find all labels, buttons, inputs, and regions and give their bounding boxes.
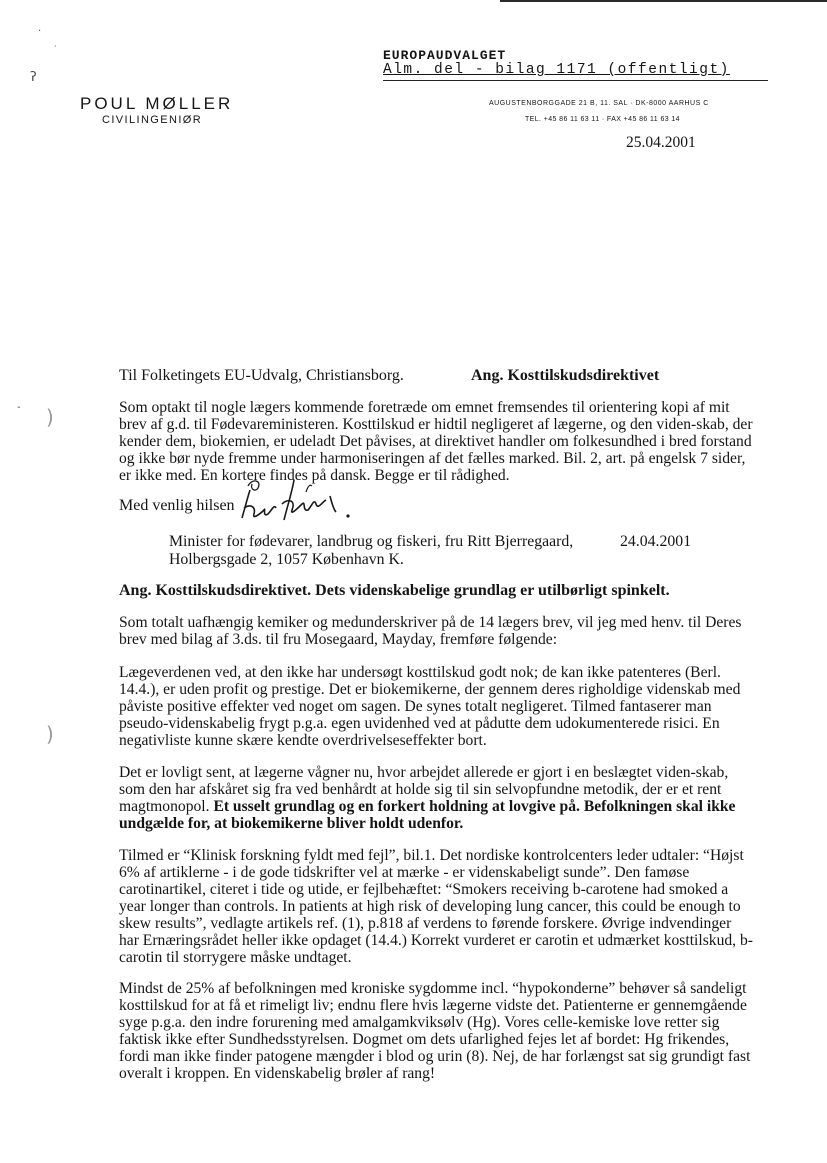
scan-mark: ʔ — [30, 70, 37, 85]
sender-name: POUL MØLLER — [80, 94, 234, 113]
recipient-address: Holbergsgade 2, 1057 København K. — [169, 551, 404, 568]
scan-edge-line — [500, 0, 827, 2]
sender-phone: TEL. +45 86 11 63 11 · FAX +45 86 11 63 14 — [525, 116, 680, 123]
scan-mark: - — [17, 402, 21, 413]
letter-recipient — [169, 533, 573, 569]
recipient-line: Minister for fødevarer, landbrug og fiskeri, fru Ritt Bjerregaard, — [169, 533, 574, 550]
cover-paragraph: Som optakt til nogle lægers kommende foretræde om emnet fremsendes til orientering kopi af mit brev af g.d. til Fødevareministeren. Kosttilskud er hidtil negligeret af lægerne, og den viden-skab, der kender dem, biokemien, er udeladt Det påvises, at direktivet handler om folkesundhed i bred forstand og ikke bør nyde fremme under harmoniseringen af det fælles marked. Bil. 2, art. på engelsk 7 sider, er ikke med. En kortere findes på dansk. Begge er til rådighed. — [119, 399, 753, 484]
sender-title: CIVILINGENIØR — [102, 114, 203, 126]
scan-speck: · — [38, 26, 42, 37]
emphasized-text: Et usselt grundlag og en forkert holdning at lovgive på. Befolkningen skal ikke undgælde for, at biokemikerne bliver holdt udenfor. — [119, 798, 736, 832]
paragraph-text: Det er lovligt sent, at lægerne vågner nu, hvor arbejdet allerede er gjort i en beslægtet viden-skab, som den har afskåret sig fra ved benhårdt at holde sig til sin selvopfundne metodik, der er et rent magtmonopol. — [119, 764, 729, 815]
closing-greeting: Med venlig hilsen — [119, 497, 235, 514]
committee-stamp: EUROPAUDVALGET — [383, 48, 507, 63]
stamp-underline — [383, 80, 768, 81]
letter-date: 25.04.2001 — [626, 134, 696, 151]
letter-date-original: 24.04.2001 — [620, 533, 692, 550]
document-reference: Alm. del - bilag 1171 (offentligt) — [383, 62, 730, 78]
letter-paragraph-3 — [119, 764, 755, 832]
scan-speck: · — [54, 42, 57, 51]
cover-subject: Ang. Kosttilskudsdirektivet — [471, 367, 660, 384]
punch-hole-mark: ) — [46, 722, 54, 746]
letter-paragraph-5: Mindst de 25% af befolkningen med kroniske sygdomme incl. “hypokonderne” behøver så sandeligt kosttilskud for at få et rimeligt liv; endnu flere hvis lægerne vidste det. Patienterne er gennemgående syge p.g.a. den indre forurening med amalgamkviksølv (Hg). Vores celle-kemiske love retter sig faktisk ikke efter Sundhedsstyrelsen. Dogmet om dets ufarlighed fejes let af bordet: Hg frikendes, fordi man ikke finder patogene mængder i blod og urin (8). Nej, de har forlængst sat sig grundigt fast overalt i kroppen. En videnskabelig brøler af rang! — [119, 980, 751, 1082]
letter-headline: Ang. Kosttilskudsdirektivet. Dets videnskabelige grundlag er utilbørligt spinkelt. — [119, 582, 670, 599]
cover-recipient: Til Folketingets EU-Udvalg, Christiansborg. — [119, 367, 404, 384]
punch-hole-mark: ) — [46, 405, 54, 429]
handwritten-signature — [236, 474, 366, 534]
letter-paragraph-4: Tilmed er “Klinisk forskning fyldt med fejl”, bil.1. Det nordiske kontrolcenters leder udtaler: “Højst 6% af artiklerne - i de gode tidskrifter vel at mærke - er videnskabeligt sunde”. Den famøse carotinartikel, citeret i tide og utide, er fejlbehæftet: “Smokers receiving b-carotene had smoked a year longer than controls. In patients at high risk of developing lung cancer, this could be enough to skew results”, vedlagte artikels ref. (1), p.818 af verdens to førende forskere. Øvrige indvendinger har Ernæringsrådet heller ikke opdaget (14.4.) Korrekt vurderet er carotin et udmærket kosttilskud, b-carotin til storrygere måske undtaget. — [119, 847, 753, 966]
letter-paragraph-1: Som totalt uafhængig kemiker og medunderskriver på de 14 lægers brev, vil jeg med henv. til Deres brev med bilag af 3.ds. til fru Mosegaard, Mayday, fremføre følgende: — [119, 614, 742, 648]
sender-address: AUGUSTENBORGGADE 21 B, 11. SAL · DK-8000 AARHUS C — [489, 100, 709, 107]
letter-paragraph-2: Lægeverdenen ved, at den ikke har undersøgt kosttilskud godt nok; de kan ikke patenteres (Berl. 14.4.), er uden profit og prestige. Det er biokemikerne, der gennem deres righoldige videnskab med påviste positive effekter ved noget om sagen. De synes totalt negligeret. Tilmed fantaserer man pseudo-videnskabelig frygt p.g.a. egen uvidenhed ved at pådutte dem udokumenterede risici. En negativliste kunne skære kendte overdrivelseseffekter bort. — [119, 664, 741, 749]
